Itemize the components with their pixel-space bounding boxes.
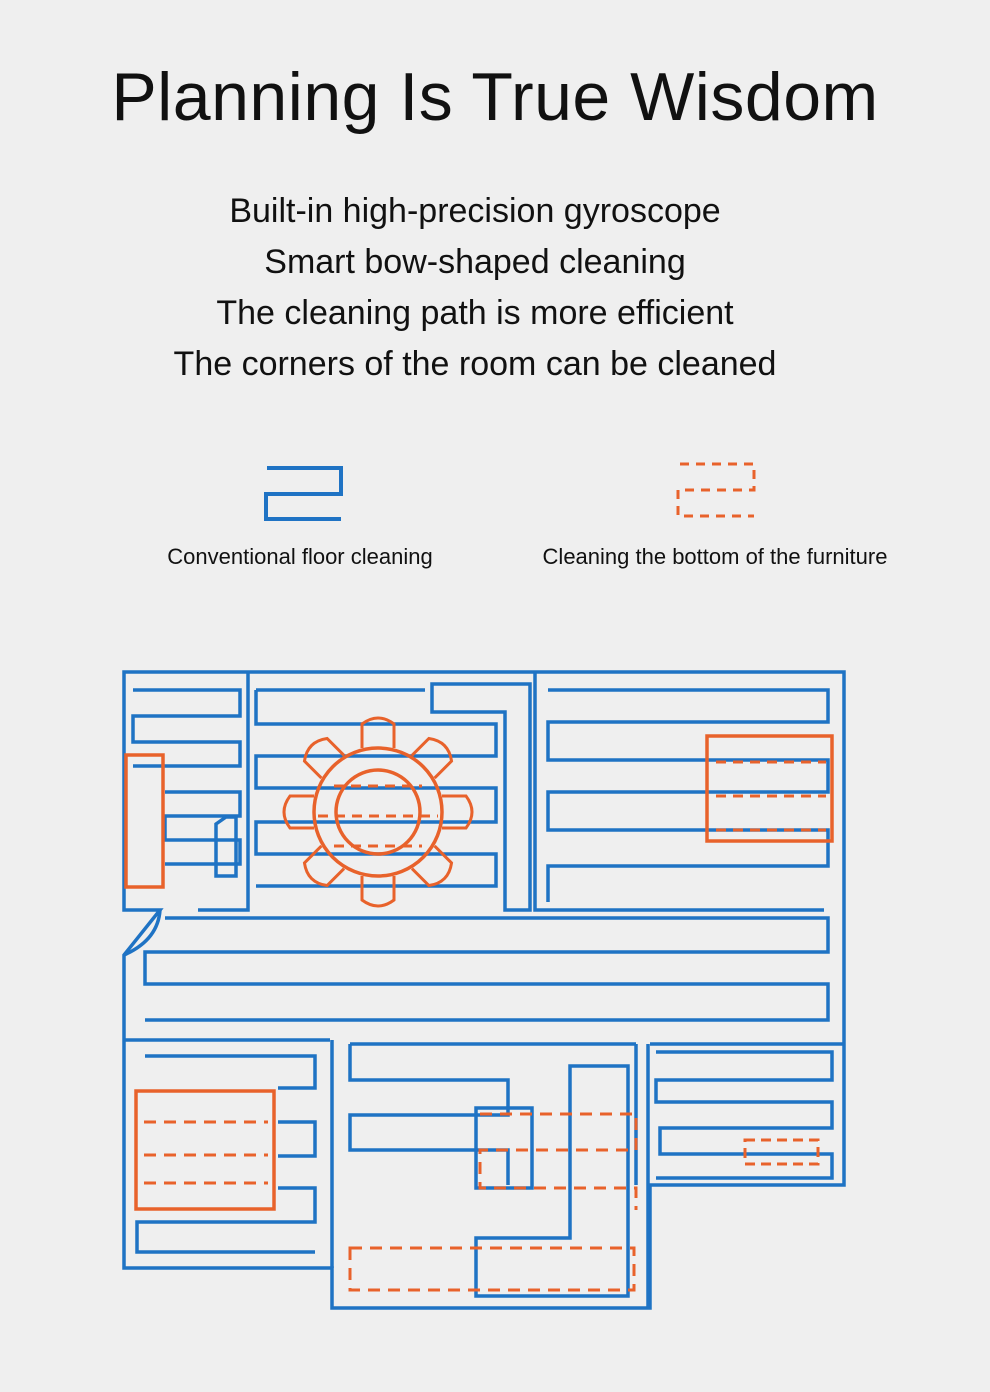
dashed-bow-path-icon xyxy=(670,460,760,522)
corridor-path xyxy=(145,918,828,1020)
legend-furniture-label: Cleaning the bottom of the furniture xyxy=(542,544,888,569)
sofa-outline xyxy=(707,736,832,841)
dashed-furniture-path xyxy=(480,1114,636,1210)
room-path xyxy=(656,1052,832,1178)
cabinet-outline xyxy=(126,755,163,887)
conventional-path-lines xyxy=(124,672,844,1308)
dashed-furniture-path xyxy=(745,1140,818,1164)
feature-item: Smart bow-shaped cleaning xyxy=(264,243,686,281)
solid-bow-path-icon xyxy=(255,462,345,522)
feature-item: Built-in high-precision gyroscope xyxy=(229,192,721,230)
floor-plan-diagram xyxy=(0,650,990,1330)
dashed-furniture-path xyxy=(350,1248,634,1290)
legend-furniture xyxy=(510,460,920,570)
feature-item: The cleaning path is more efficient xyxy=(216,294,734,332)
room-path xyxy=(476,1066,628,1296)
small-furniture xyxy=(216,817,236,876)
round-table xyxy=(284,718,472,906)
bed-outline xyxy=(136,1091,274,1209)
furniture-path-lines xyxy=(126,718,832,1290)
legend-conventional-label: Conventional floor cleaning xyxy=(167,544,433,569)
room-path xyxy=(165,792,240,864)
feature-list xyxy=(0,186,950,390)
legend-conventional xyxy=(130,462,470,570)
room-path xyxy=(476,1108,532,1188)
page-title: Planning Is True Wisdom xyxy=(111,59,879,135)
feature-item: The corners of the room can be cleaned xyxy=(173,345,777,383)
